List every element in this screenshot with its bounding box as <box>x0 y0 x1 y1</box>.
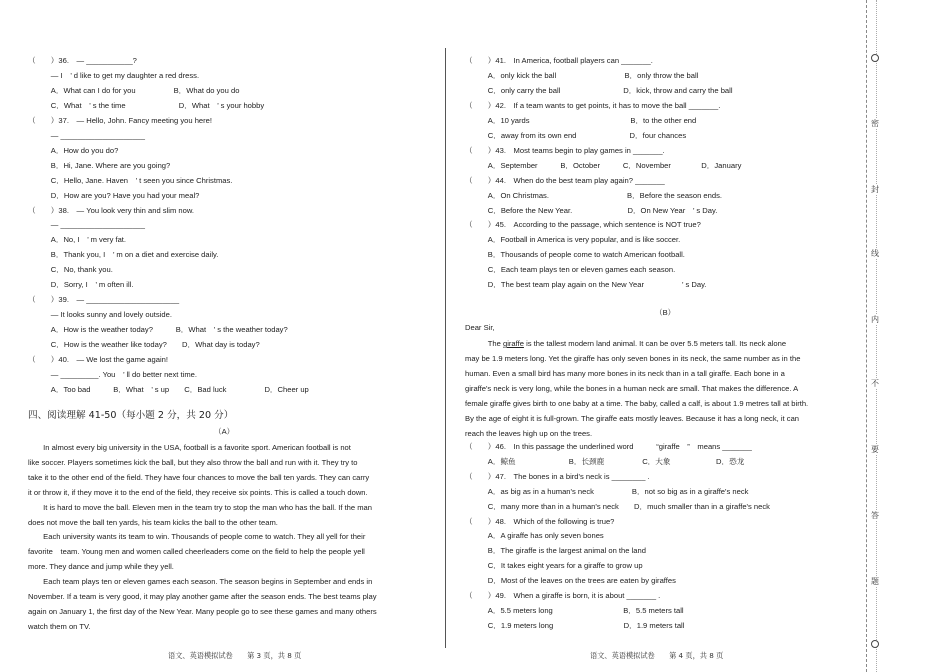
question-line: B．Hi, Jane. Where are you going? <box>28 160 171 170</box>
passage-line: favorite team. Young men and women called cheerleaders come on the field to help the people yell <box>28 547 365 557</box>
passage-line: does not move the ball ten yards, his team kicks the ball to the other team. <box>28 517 278 527</box>
question-line: A．10 yards B．to the other end <box>465 115 697 125</box>
question-line: — I ’ d like to get my daughter a red dress. <box>28 70 200 80</box>
question-line: C．1.9 meters long D．1.9 meters tall <box>465 620 685 630</box>
question-line: B．The giraffe is the largest animal on the land <box>465 546 646 556</box>
question-line: A．Football in America is very popular, and is like soccer. <box>465 235 681 245</box>
footer-page-4: 语文、英语模拟试卷 第 4 页，共 8 页 <box>590 651 724 660</box>
question-line: D．Most of the leaves on the trees are eaten by giraffes <box>465 576 676 586</box>
question-line: A．September B．October C．November D．January <box>465 160 742 170</box>
underlined-word: giraffe <box>502 339 524 348</box>
question-line: （ ）49. When a giraffe is born, it is about _______ . <box>465 591 661 600</box>
passage-line: more. They dance and jump while they yell. <box>28 562 174 572</box>
passage-line: take it to the other end of the field. They have four chances to move the ball ten yards. They can carry <box>28 472 370 482</box>
question-line: C．How is the weather like today? D．What day is today? <box>28 340 260 350</box>
question-line: （ ）41. In America, football players can _______. <box>465 56 653 65</box>
question-line: （ ）42. If a team wants to get points, it has to move the ball _______. <box>465 100 721 110</box>
question-line: A．On Christmas. B．Before the season ends. <box>465 190 722 200</box>
passage-a-label: （A） <box>214 427 235 436</box>
passage-line: may be 1.9 meters long. Yet the giraffe has only seven bones in its neck, the same number as in the <box>465 354 801 363</box>
question-line: A．What can I do for you B．What do you do <box>28 85 240 95</box>
letter-greeting: Dear Sir, <box>465 323 495 332</box>
passage-line: By the age of eight it is full-grown. The giraffe eats mostly leaves. Because it has a long neck, it can <box>465 413 800 423</box>
question-line: — ____________________ <box>28 130 145 140</box>
question-line: C．It takes eight years for a giraffe to grow up <box>465 561 643 571</box>
passage-b-lead: The <box>465 339 503 348</box>
question-line: C．What ’ s the time D．What ’ s your hobby <box>28 100 265 110</box>
question-line: B．Thousands of people come to watch American football. <box>465 250 685 260</box>
question-line: （ ）40. — We lost the game again! <box>28 355 168 364</box>
passage-line: November. If a team is very good, it may play another game after the season ends. The best teams play <box>28 592 377 601</box>
passage-line: Each university wants its team to win. Thousands of people come to watch. They all yell for their <box>28 532 366 542</box>
question-line: C．Each team plays ten or eleven games each season. <box>465 265 676 275</box>
seal-char: 封 <box>868 184 882 195</box>
passage-line: In almost every big university in the USA, football is a favorite sport. American football is not <box>28 443 351 452</box>
question-line: （ ）43. Most teams begin to play games in _______. <box>465 145 665 155</box>
footer-page-3: 语文、英语模拟试卷 第 3 页，共 8 页 <box>168 651 302 660</box>
question-line: A．鲸鱼 B．长颈鹿 C．大象 D．恐龙 <box>465 456 745 466</box>
question-line: D．Sorry, I ’ m often ill. <box>28 280 134 290</box>
question-line: A．A giraffe has only seven bones <box>465 531 604 541</box>
passage-line: It is hard to move the ball. Eleven men in the team try to stop the man who has the ball. If the man <box>28 502 373 512</box>
question-line: A．How do you do? <box>28 145 119 155</box>
seal-char: 内 <box>868 314 882 325</box>
section-4-title: 四、阅读理解 41-50（每小题 2 分，共 20 分） <box>28 410 234 421</box>
seal-char: 题 <box>868 576 882 587</box>
passage-line: watch them on TV. <box>28 621 91 631</box>
seal-char: 线 <box>868 248 882 259</box>
question-line: （ ）44. When do the best team play again? _______ <box>465 175 665 185</box>
question-line: （ ）39. — ______________________ <box>28 295 180 305</box>
question-line: D．How are you? Have you had your meal? <box>28 190 200 200</box>
question-line: C．Before the New Year. D．On New Year ’ s Day. <box>465 205 718 215</box>
question-line: C．only carry the ball D．kick, throw and carry the ball <box>465 85 733 95</box>
passage-line: female giraffe gives birth to one baby at a time. The baby, called a calf, is about 1.9 metres tall at birth. <box>465 398 809 408</box>
passage-b-first-rest: is the tallest modern land animal. It can be over 5.5 meters tall. Its neck alone <box>523 339 787 348</box>
passage-line: reach the leaves high up on the trees. <box>465 428 593 438</box>
question-line: B．Thank you, I ’ m on a diet and exercise daily. <box>28 250 219 260</box>
seal-char: 要 <box>868 444 882 455</box>
question-line: C．Hello, Jane. Haven ’ t seen you since Christmas. <box>28 175 233 185</box>
binding-hole-circle <box>871 54 879 62</box>
passage-line: it or throw it, if they move it to the end of the field, they receive six points. This is called a touch down. <box>28 487 368 497</box>
question-line: — _________. You ’ ll do better next time. <box>28 369 197 379</box>
question-line: A．Too bad B．What ’ s up C．Bad luck D．Cheer up <box>28 384 309 394</box>
question-line: （ ）38. — You look very thin and slim now. <box>28 205 195 215</box>
question-line: A．5.5 meters long B．5.5 meters tall <box>465 605 684 615</box>
question-line: A．How is the weather today? B．What ’ s the weather today? <box>28 325 288 335</box>
question-line: C．No, thank you. <box>28 265 113 275</box>
question-line: （ ）48. Which of the following is true? <box>465 516 615 526</box>
question-line: （ ）37. — Hello, John. Fancy meeting you here! <box>28 115 213 125</box>
question-line: （ ）45. According to the passage, which sentence is NOT true? <box>465 220 701 230</box>
question-line: A．only kick the ball B．only throw the ball <box>465 70 699 80</box>
passage-line: human. Even a small bird has many more bones in its neck than in a tall giraffe. Each bone in a <box>465 368 785 378</box>
passage-b-label: （B） <box>655 308 676 317</box>
question-line: — ____________________ <box>28 220 145 230</box>
passage-line: Each team plays ten or eleven games each season. The season begins in September and ends in <box>28 577 373 587</box>
question-line: C．away from its own end D．four chances <box>465 130 687 140</box>
question-line: C．many more than in a human's neck D．much smaller than in a giraffe's neck <box>465 501 770 511</box>
passage-b-first-line <box>465 339 786 349</box>
question-line: （ ）47. The bones in a bird's neck is ________ . <box>465 471 650 481</box>
seal-char: 不 <box>868 378 882 389</box>
binding-edge-dots <box>876 0 877 672</box>
passage-line: giraffe's neck is very long, while the bones in a human neck are small. That makes the difference. A <box>465 383 799 393</box>
seal-char: 答 <box>868 510 882 521</box>
question-line: A．No, I ’ m very fat. <box>28 235 127 245</box>
question-line: （ ）46. In this passage the underlined word “giraffe ” means _______ <box>465 442 752 451</box>
question-line: A．as big as in a human's neck B．not so big as in a giraffe's neck <box>465 486 749 496</box>
seal-char: 密 <box>868 118 882 129</box>
question-line: — It looks sunny and lovely outside. <box>28 310 172 320</box>
column-divider <box>445 48 446 648</box>
passage-line: like soccer. Players sometimes kick the ball, but they also throw the ball and run with it. They try to <box>28 457 358 467</box>
binding-edge-line <box>866 0 867 672</box>
passage-line: again on January 1, the first day of the New Year. Many people go to see these games and many others <box>28 606 377 616</box>
question-line: （ ）36. — ___________? <box>28 56 137 65</box>
question-line: D．The best team play again on the New Year ’ s Day. <box>465 280 707 290</box>
binding-hole-circle <box>871 640 879 648</box>
